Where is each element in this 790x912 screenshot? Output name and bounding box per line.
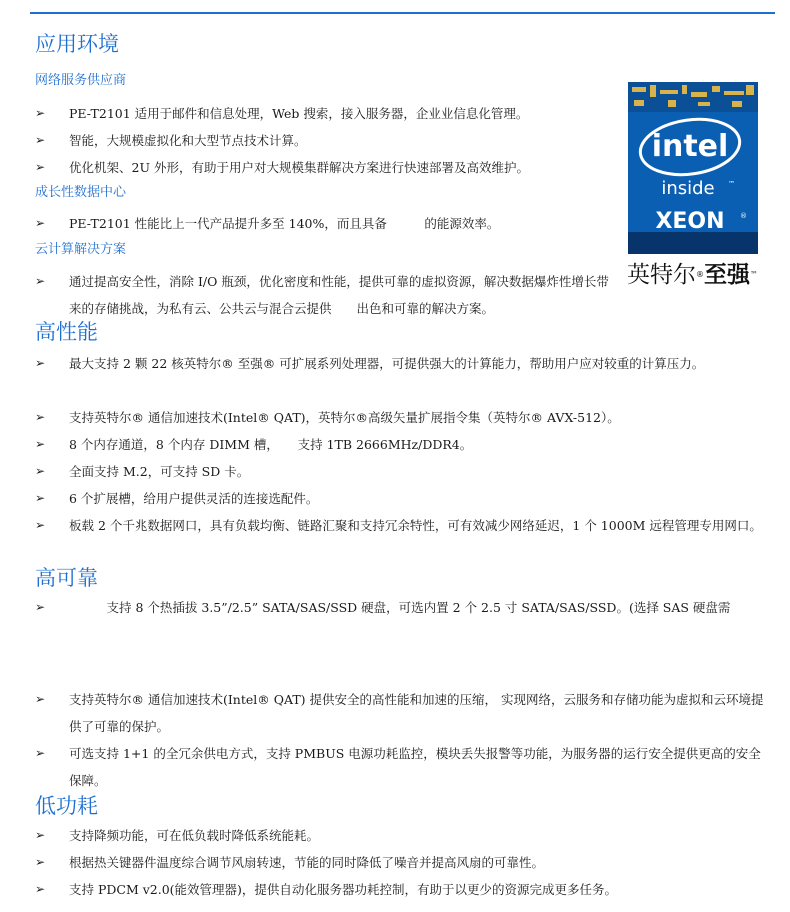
list-item: ➢ 支持 PDCM v2.0(能效管理器)，提供自动化服务器功耗控制，有助于以更少的资源完成更多任务。 (35, 876, 765, 903)
list-item: ➢ 8 个内存通道，8 个内存 DIMM 槽， 支持 1TB 2666MHz/DDR4。 (35, 431, 765, 458)
heading-low-power: 低功耗 (35, 794, 98, 818)
list-item: ➢ PE-T2101 性能比上一代产品提升多至 140%，而且具备 的能源效率。 (35, 210, 595, 237)
bullet-arrow-icon: ➢ (35, 437, 46, 451)
heading-performance: 高性能 (35, 320, 98, 344)
bullet-arrow-icon: ➢ (35, 746, 46, 760)
list-item: ➢ 全面支持 M.2，可支持 SD 卡。 (35, 458, 765, 485)
list-item: ➢ 智能，大规模虚拟化和大型节点技术计算。 (35, 127, 595, 154)
bullet-arrow-icon: ➢ (35, 518, 46, 532)
inside-wordmark: inside (661, 178, 715, 199)
list-item: ➢ 通过提高安全性，消除 I/O 瓶颈，优化密度和性能，提供可靠的虚拟资源，解决数据爆炸性增长带来的存储挑战，为私有云、公共云与混合云提供 出色和可靠的解决方案。 (35, 268, 621, 322)
intel-wordmark: intel (651, 129, 729, 164)
bullet-arrow-icon: ➢ (35, 882, 46, 896)
list-item: ➢ 支持英特尔® 通信加速技术(Intel® QAT)，英特尔®高级矢量扩展指令集（英特尔® AVX-512）。 (35, 404, 765, 431)
list-item: ➢ 6 个扩展槽，给用户提供灵活的连接选配件。 (35, 485, 765, 512)
bullet-arrow-icon: ➢ (35, 464, 46, 478)
list-item: ➢ 最大支持 2 颗 22 核英特尔® 至强® 可扩展系列处理器，可提供强大的计算能力，帮助用户应对较重的计算压力。 (35, 350, 765, 377)
bullet-arrow-icon: ➢ (35, 855, 46, 869)
subheading-cloud-solution: 云计算解决方案 (35, 242, 127, 257)
bullet-arrow-icon: ➢ (35, 106, 46, 120)
bullet-arrow-icon: ➢ (35, 160, 46, 174)
bullet-arrow-icon: ➢ (35, 216, 46, 230)
bullet-arrow-icon: ➢ (35, 828, 46, 842)
heading-application: 应用环境 (35, 32, 119, 56)
bullet-arrow-icon: ➢ (35, 491, 46, 505)
bullet-arrow-icon: ➢ (35, 356, 46, 370)
xeon-wordmark: XEON (655, 209, 725, 234)
list-item: ➢ 板载 2 个千兆数据网口，具有负载均衡、链路汇聚和支持冗余特性，可有效减少网络延迟，1 个 1000M 远程管理专用网口。 (35, 512, 765, 539)
list-item: ➢ PE-T2101 适用于邮件和信息处理，Web 搜索，接入服务器，企业业信息化管理。 (35, 100, 595, 127)
list-item: ➢ 可选支持 1+1 的全冗余供电方式，支持 PMBUS 电源功耗监控，模块丢失报警等功能，为服务器的运行安全提供更高的安全保障。 (35, 740, 765, 794)
list-item: ➢ 支持降频功能，可在低负载时降低系统能耗。 (35, 822, 765, 849)
intel-xeon-cn-name: 英特尔®至强™ (627, 262, 758, 288)
bullet-arrow-icon: ➢ (35, 692, 46, 706)
list-item: ➢ 优化机架、2U 外形，有助于用户对大规模集群解决方案进行快速部署及高效维护。 (35, 154, 605, 181)
bullet-arrow-icon: ➢ (35, 133, 46, 147)
list-item: ➢ 支持 8 个热插拔 3.5”/2.5” SATA/SAS/SSD 硬盘，可选内置 2 个 2.5 寸 SATA/SAS/SSD。(选择 SAS 硬盘需 (35, 594, 765, 621)
tm-mark: ™ (728, 180, 735, 188)
subheading-network-provider: 网络服务供应商 (35, 73, 127, 88)
intel-xeon-logo (628, 82, 758, 254)
bullet-arrow-icon: ➢ (35, 274, 46, 288)
bullet-arrow-icon: ➢ (35, 410, 46, 424)
subheading-growth-datacenter: 成长性数据中心 (35, 185, 127, 200)
bullet-arrow-icon: ➢ (35, 600, 46, 614)
heading-reliability: 高可靠 (35, 566, 98, 590)
top-rule (30, 12, 775, 14)
reg-mark: ® (740, 212, 747, 220)
list-item: ➢ 支持英特尔® 通信加速技术(Intel® QAT) 提供安全的高性能和加速的压缩， 实现网络，云服务和存储功能为虚拟和云环境提供了可靠的保护。 (35, 686, 765, 740)
list-item: ➢ 根据热关键器件温度综合调节风扇转速，节能的同时降低了噪音并提高风扇的可靠性。 (35, 849, 765, 876)
